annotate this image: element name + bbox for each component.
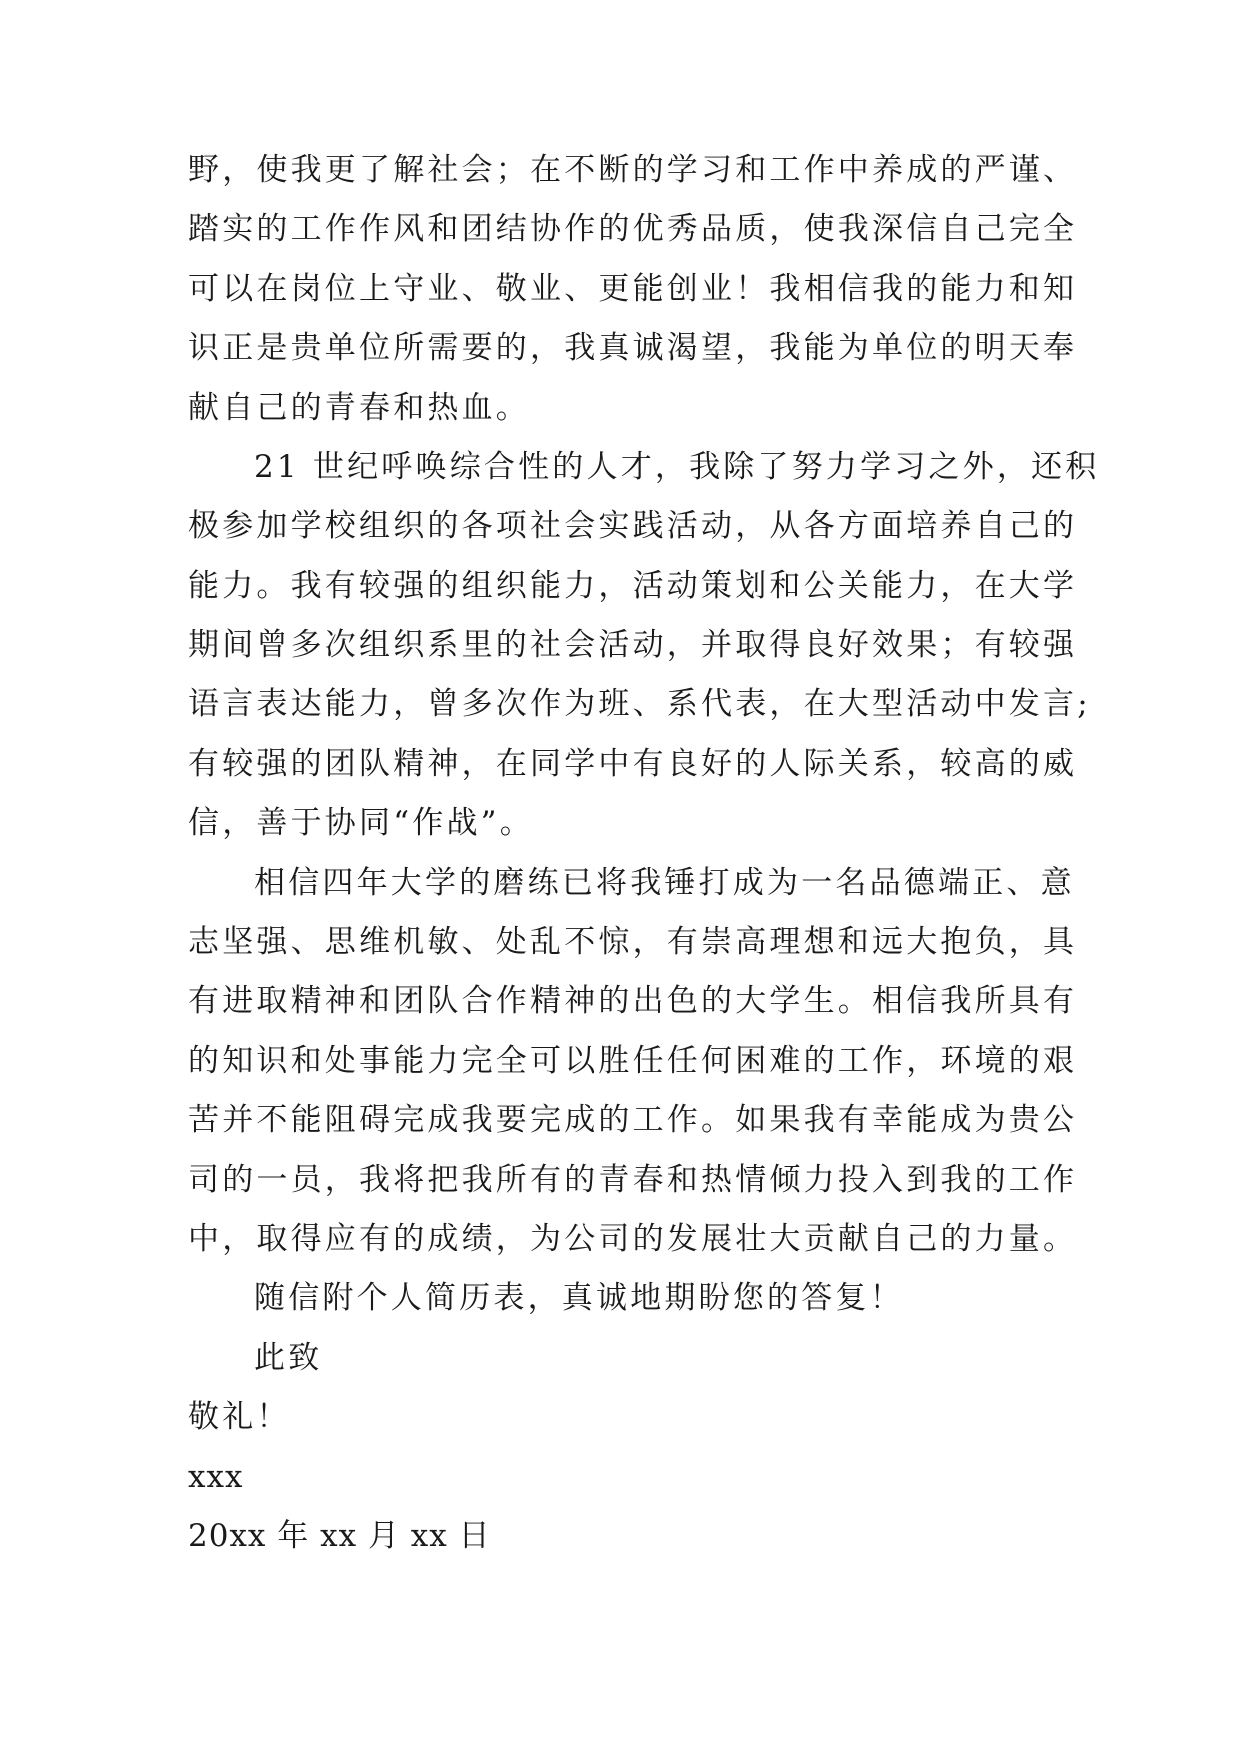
text-line: 可以在岗位上守业、敬业、更能创业！我相信我的能力和知 [188,271,1078,307]
text-line: 信，善于协同“作战”。 [188,805,534,841]
paragraph-start-line: 相信四年大学的磨练已将我锤打成为一名品德端正、意 [254,865,1075,901]
paragraph-start-line: 21 世纪呼唤综合性的人才，我除了努力学习之外，还积 [254,449,1100,485]
salutation-line: 此致 [254,1340,323,1376]
text-line: 献自己的青春和热血。 [188,390,530,426]
closing-line: 随信附个人简历表，真诚地期盼您的答复！ [254,1280,904,1316]
text-line: 有进取精神和团队合作精神的出色的大学生。相信我所具有 [188,983,1078,1019]
date-line: 20xx 年 xx 月 xx 日 [188,1518,491,1554]
text-line: 司的一员，我将把我所有的青春和热情倾力投入到我的工作 [188,1162,1078,1198]
text-line: 踏实的工作作风和团结协作的优秀品质，使我深信自己完全 [188,211,1078,247]
text-line: 期间曾多次组织系里的社会活动，并取得良好效果；有较强 [188,627,1078,663]
text-line: 语言表达能力，曾多次作为班、系代表，在大型活动中发言; [188,686,1091,722]
text-line: 能力。我有较强的组织能力，活动策划和公关能力，在大学 [188,568,1078,604]
text-line: 有较强的团队精神，在同学中有良好的人际关系，较高的威 [188,746,1078,782]
text-line: 苦并不能阻碍完成我要完成的工作。如果我有幸能成为贵公 [188,1102,1078,1138]
text-line: 中，取得应有的成绩，为公司的发展壮大贡献自己的力量。 [188,1221,1078,1257]
text-line: 野，使我更了解社会；在不断的学习和工作中养成的严谨、 [188,152,1078,188]
signature-line: xxx [188,1459,244,1495]
text-line: 志坚强、思维机敏、处乱不惊，有崇高理想和远大抱负，具 [188,924,1078,960]
text-line: 识正是贵单位所需要的，我真诚渴望，我能为单位的明天奉 [188,330,1078,366]
text-line: 极参加学校组织的各项社会实践活动，从各方面培养自己的 [188,508,1078,544]
text-line: 的知识和处事能力完全可以胜任任何困难的工作，环境的艰 [188,1043,1078,1079]
regards-line: 敬礼！ [188,1399,291,1435]
